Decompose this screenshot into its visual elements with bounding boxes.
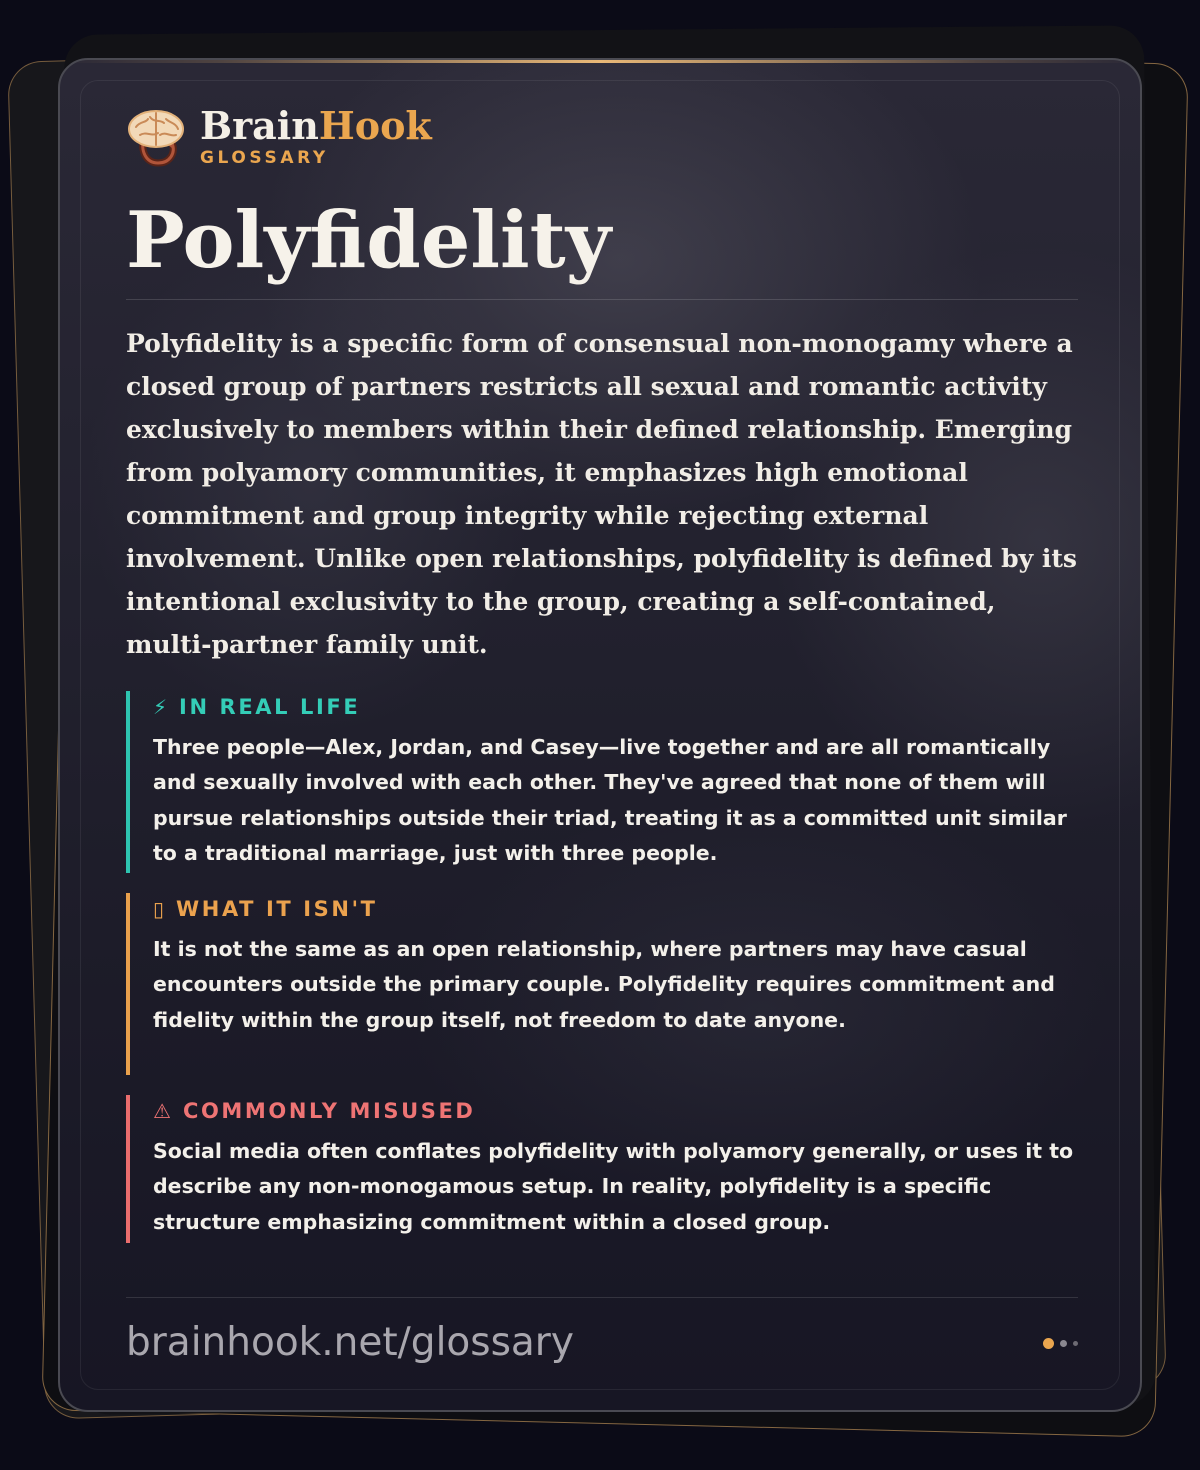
section-in-real-life bbox=[126, 691, 1078, 873]
section-body: It is not the same as an open relationship, where partners may have casual encounters outside the primary couple. Polyfidelity requires commitment and fidelity within the group itself, not freedom to date anyone. bbox=[153, 937, 1055, 1032]
term-title: Polyfidelity bbox=[126, 195, 612, 286]
missing-glyph-icon: ▯ bbox=[153, 897, 165, 921]
glossary-card bbox=[58, 58, 1142, 1412]
footer-divider bbox=[126, 1297, 1078, 1298]
pagination-dots-icon bbox=[1037, 1338, 1078, 1349]
pagination-dot-active bbox=[1043, 1338, 1054, 1349]
brain-hook-icon bbox=[126, 107, 186, 167]
footer-url[interactable]: brainhook.net/glossary bbox=[126, 1320, 574, 1365]
section-body: Three people—Alex, Jordan, and Casey—live together and are all romantically and sexually involved with each other. They've agreed that none of them will pursue relationships outside their triad, treating it as a committed unit similar to a traditional marriage, just with three people. bbox=[153, 735, 1067, 865]
section-heading bbox=[153, 692, 1078, 722]
section-heading bbox=[153, 894, 1078, 924]
brand-name-part2: Hook bbox=[318, 103, 432, 148]
section-heading bbox=[153, 1096, 1078, 1126]
brand-subtitle: GLOSSARY bbox=[200, 148, 329, 168]
section-what-it-isnt bbox=[126, 893, 1078, 1075]
section-heading-label: WHAT IT ISN'T bbox=[176, 897, 378, 921]
brand-name bbox=[200, 103, 432, 148]
brand-name-part1: Brain bbox=[200, 103, 319, 148]
lightning-icon: ⚡ bbox=[153, 695, 168, 719]
section-commonly-misused bbox=[126, 1095, 1078, 1243]
title-divider bbox=[126, 299, 1078, 300]
pagination-dot bbox=[1073, 1341, 1078, 1346]
warning-icon: ⚠ bbox=[153, 1099, 171, 1123]
section-heading-label: COMMONLY MISUSED bbox=[182, 1099, 476, 1123]
section-heading-label: IN REAL LIFE bbox=[179, 695, 361, 719]
brand-text bbox=[200, 103, 432, 168]
term-definition: Polyfidelity is a specific form of consensual non-monogamy where a closed group of partners restricts all sexual and romantic activity exclusively to members within their defined relationship. Emerging from polyamory communities, it emphasizes high emotional commitment and group integrity while rejecting external involvement. Unlike open relationships, polyfidelity is defined by its intentional exclusivity to the group, creating a self-contained, multi-partner family unit. bbox=[126, 329, 1077, 659]
brand bbox=[126, 103, 432, 168]
pagination-dot bbox=[1060, 1340, 1067, 1347]
section-body: Social media often conflates polyfidelity with polyamory generally, or uses it to describe any non-monogamous setup. In reality, polyfidelity is a specific structure emphasizing commitment within a closed group. bbox=[153, 1139, 1074, 1234]
